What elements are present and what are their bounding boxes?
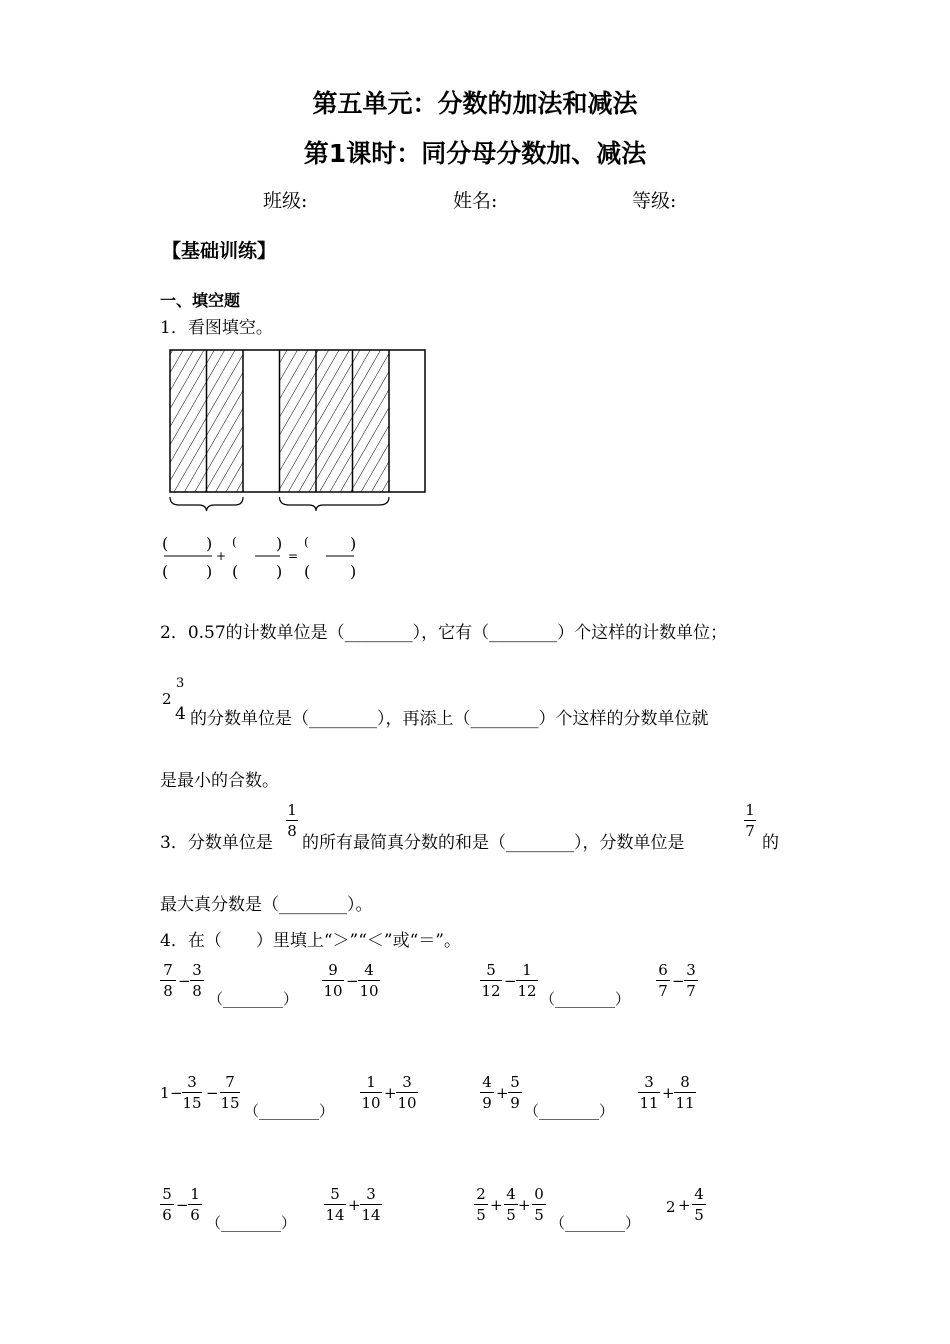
svg-text:): ): [206, 562, 213, 581]
operator: +: [678, 1196, 691, 1214]
svg-text:): ): [350, 562, 357, 581]
fraction: 4 5: [692, 1186, 706, 1223]
compare-blank[interactable]: （________）: [540, 990, 631, 1008]
svg-text:): ): [350, 534, 357, 553]
fraction: 7 8: [160, 962, 176, 999]
q3-prefix: 3．分数单位是: [160, 833, 273, 853]
part-title: 一、填空题: [160, 291, 241, 310]
svg-text:(: (: [162, 562, 169, 581]
operator: −: [206, 1084, 219, 1102]
q1-text: 1．看图填空。: [160, 318, 273, 338]
right-brace: [280, 497, 390, 511]
q2-line2: 的分数单位是（________），再添上（________）个这样的分数单位就: [190, 709, 709, 729]
svg-text:=: =: [288, 549, 299, 563]
q4-text: 4．在（ ）里填上“＞”“＜”或“＝”。: [160, 931, 461, 951]
svg-text:(: (: [304, 562, 311, 581]
svg-text:(: (: [232, 535, 237, 549]
fraction: 6 7: [656, 962, 670, 999]
operator: −: [176, 1196, 189, 1214]
shaded-part: [280, 350, 317, 492]
q3-suffix: 的: [762, 833, 779, 853]
compare-blank[interactable]: （________）: [206, 1214, 297, 1232]
q3-fraction-2: 1 7: [745, 801, 755, 840]
fraction: 1 10: [361, 1073, 381, 1112]
fraction: 5 9: [508, 1074, 522, 1111]
svg-text:): ): [276, 562, 283, 581]
fraction: 0 5: [532, 1186, 546, 1223]
operator: +: [662, 1084, 675, 1102]
shaded-part: [353, 350, 390, 492]
q2-mixed-den: 4: [175, 704, 186, 724]
fraction-blanks: [160, 532, 360, 584]
fraction: 5 14: [325, 1185, 345, 1224]
svg-text:(: (: [304, 535, 309, 549]
q3-fraction-1: 1 8: [287, 801, 297, 840]
compare-blank[interactable]: （________）: [244, 1102, 335, 1120]
operator: +: [384, 1084, 397, 1102]
fraction: 3 11: [639, 1073, 659, 1112]
operator: −: [170, 1084, 183, 1102]
operator: −: [504, 972, 517, 990]
fraction: 7 15: [220, 1073, 240, 1112]
lesson-subtitle: 第1课时：同分母分数加、减法: [303, 139, 647, 168]
fraction: 2 5: [474, 1186, 488, 1223]
section-title: 【基础训练】: [162, 240, 277, 262]
fraction: 3 7: [684, 962, 698, 999]
worksheet-title: 第五单元：分数的加法和减法: [312, 89, 638, 118]
fraction: 4 9: [480, 1074, 494, 1111]
q2-mixed-whole: 2: [162, 690, 172, 708]
q1-equation: [160, 532, 360, 588]
svg-text:): ): [206, 534, 213, 553]
fraction: 3 8: [190, 962, 204, 999]
fraction: 1 6: [188, 1186, 202, 1223]
fraction: 3 14: [361, 1185, 381, 1224]
operator: +: [518, 1196, 531, 1214]
fraction: 4 5: [504, 1186, 518, 1223]
q2-line1: 2．0.57的计数单位是（________），它有（________）个这样的计数单位；: [160, 623, 728, 643]
strip-diagram: [165, 345, 430, 520]
shaded-part: [170, 350, 207, 492]
fraction: 3 15: [182, 1073, 202, 1112]
operator: +: [490, 1196, 503, 1214]
q2-line3: 是最小的合数。: [160, 771, 279, 791]
shaded-part: [207, 350, 244, 492]
svg-text:(: (: [232, 562, 239, 581]
svg-text:): ): [276, 534, 283, 553]
whole-number: 2: [666, 1198, 676, 1216]
fraction: 8 11: [675, 1073, 695, 1112]
name-label: 姓名:: [453, 190, 498, 212]
svg-text:(: (: [162, 534, 169, 553]
svg-text:+: +: [216, 549, 227, 563]
operator: −: [346, 972, 359, 990]
fraction: 3 10: [397, 1073, 417, 1112]
shaded-part: [316, 350, 353, 492]
fraction: 9 10: [323, 961, 343, 1000]
fraction: 5 12: [481, 961, 501, 1000]
operator: −: [178, 972, 191, 990]
q3-line2: 最大真分数是（________）。: [160, 895, 373, 915]
fraction: 5 6: [160, 1186, 174, 1223]
compare-blank[interactable]: （________）: [208, 990, 299, 1008]
fraction: 1 12: [517, 961, 537, 1000]
operator: +: [348, 1196, 361, 1214]
q3-mid: 的所有最简真分数的和是（________），分数单位是: [302, 833, 685, 853]
whole-number: 1: [160, 1084, 170, 1102]
q2-mixed-num: 3: [176, 676, 185, 691]
class-label: 班级:: [263, 190, 308, 212]
compare-blank[interactable]: （________）: [550, 1214, 641, 1232]
compare-blank[interactable]: （________）: [524, 1102, 615, 1120]
left-brace: [170, 497, 243, 511]
operator: −: [672, 972, 685, 990]
fraction: 4 10: [359, 961, 379, 1000]
grade-label: 等级:: [632, 190, 677, 212]
operator: +: [496, 1084, 509, 1102]
